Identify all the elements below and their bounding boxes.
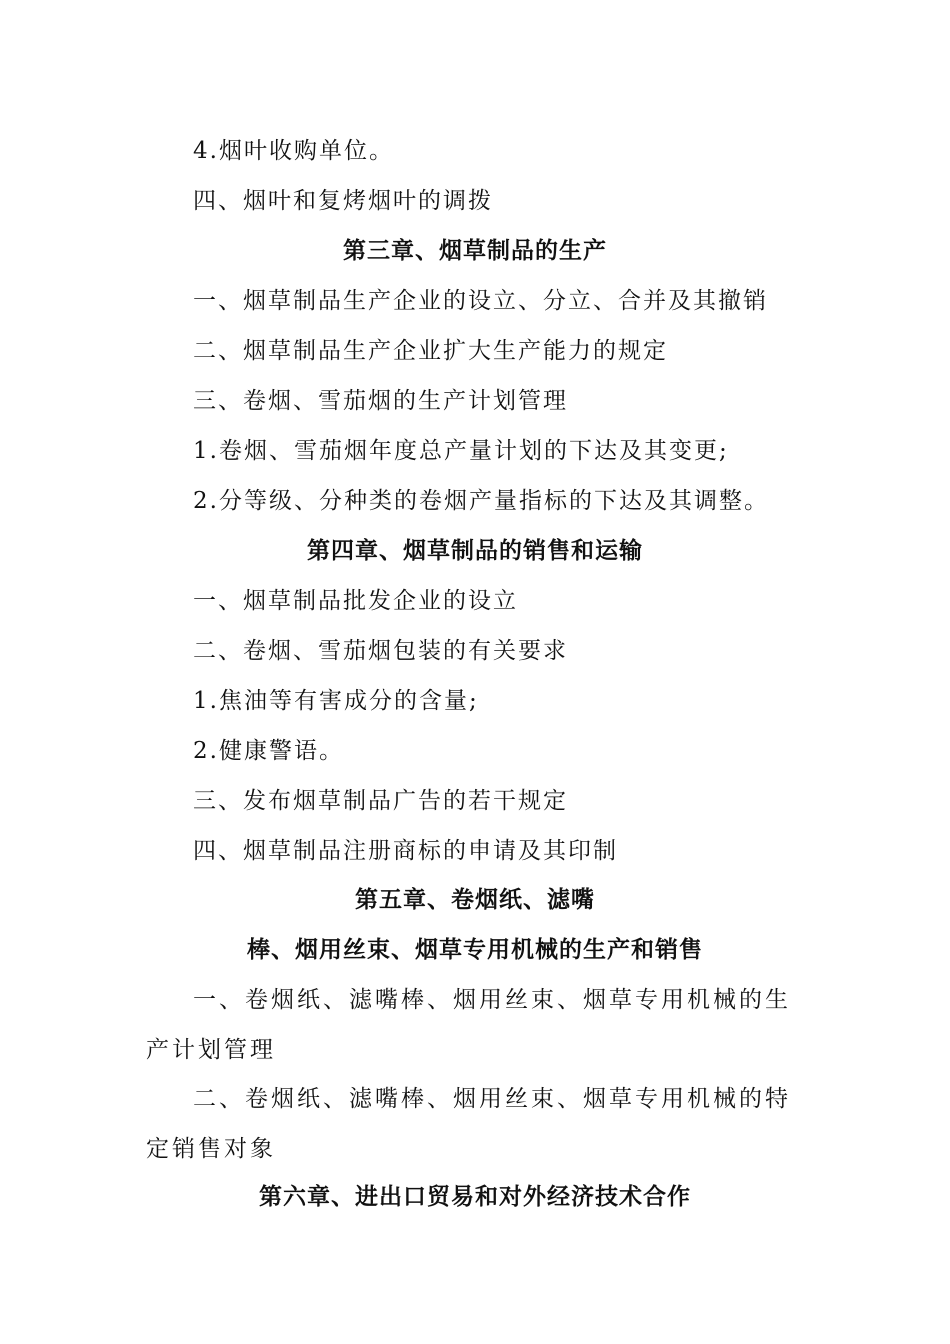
list-item: 1.焦油等有害成分的含量; xyxy=(193,688,479,714)
section-heading: 四、烟叶和复烤烟叶的调拨 xyxy=(193,188,493,214)
section-heading: 三、发布烟草制品广告的若干规定 xyxy=(193,788,568,814)
paragraph: 一、卷烟纸、滤嘴棒、烟用丝束、烟草专用机械的生产计划管理 xyxy=(146,987,791,1063)
chapter-heading: 第五章、卷烟纸、滤嘴 xyxy=(355,887,595,913)
list-item: 4.烟叶收购单位。 xyxy=(193,138,394,164)
chapter-heading: 第六章、进出口贸易和对外经济技术合作 xyxy=(259,1184,691,1210)
chapter-heading: 第四章、烟草制品的销售和运输 xyxy=(307,538,643,564)
section-heading: 二、卷烟、雪茄烟包装的有关要求 xyxy=(193,638,568,664)
section-heading: 二、烟草制品生产企业扩大生产能力的规定 xyxy=(193,338,668,364)
list-item: 2.分等级、分种类的卷烟产量指标的下达及其调整。 xyxy=(193,488,769,514)
chapter-heading: 第三章、烟草制品的生产 xyxy=(343,238,607,264)
list-item: 2.健康警语。 xyxy=(193,738,344,764)
list-item: 1.卷烟、雪茄烟年度总产量计划的下达及其变更; xyxy=(193,438,729,464)
section-heading: 四、烟草制品注册商标的申请及其印制 xyxy=(193,838,618,864)
section-heading: 三、卷烟、雪茄烟的生产计划管理 xyxy=(193,388,568,414)
paragraph: 二、卷烟纸、滤嘴棒、烟用丝束、烟草专用机械的特定销售对象 xyxy=(146,1086,791,1162)
chapter-heading-continued: 棒、烟用丝束、烟草专用机械的生产和销售 xyxy=(247,937,703,963)
section-heading: 一、烟草制品批发企业的设立 xyxy=(193,588,518,614)
section-heading: 一、烟草制品生产企业的设立、分立、合并及其撤销 xyxy=(193,288,768,314)
